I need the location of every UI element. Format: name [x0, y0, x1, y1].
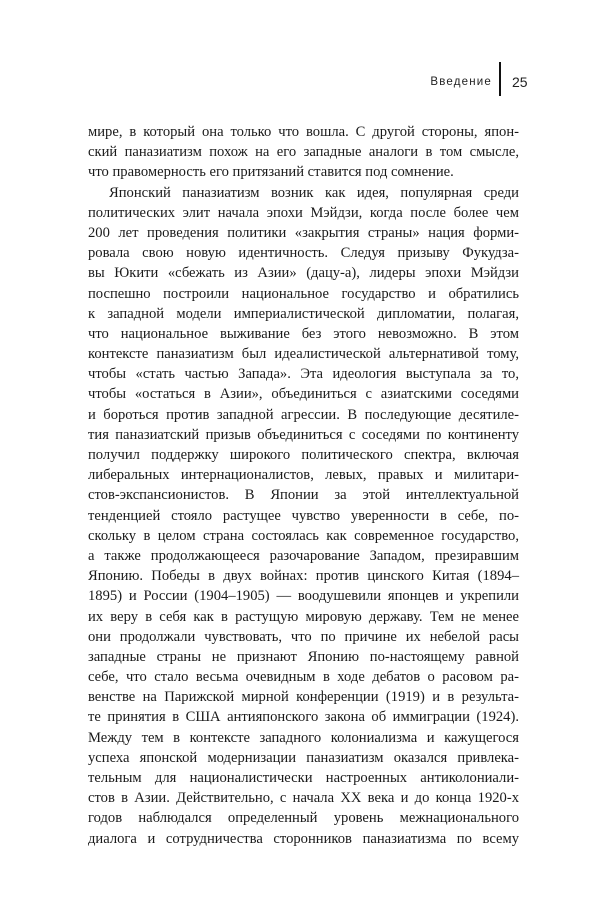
- text-line: политических элит начала эпохи Мэйдзи, когда после более чем: [88, 204, 519, 221]
- text-line: и бороться против западной агрессии. В последующие десятиле-: [88, 406, 519, 423]
- text-line: западные страны не признают Японию по-настоящему равной: [88, 648, 519, 665]
- text-line: 1895) и России (1904–1905) — воодушевили японцев и укрепили: [88, 588, 519, 605]
- page-number: 25: [512, 74, 528, 90]
- text-line: что национальное выживание без этого невозможно. В этом: [88, 325, 519, 342]
- text-line: 200 лет проведения политики «закрытия страны» нация форми-: [88, 224, 519, 241]
- text-line: венстве на Парижской мирной конференции (1919) и в результа-: [88, 689, 519, 706]
- body-text: [88, 122, 519, 849]
- text-line: скольку в целом страна состоялась как современное государство,: [88, 527, 519, 544]
- text-line: вы Юкити «сбежать из Азии» (дацу-а), лидеры эпохи Мэйдзи: [88, 265, 519, 282]
- text-line: себе, что стало весьма очевидным в ходе дебатов о расовом ра-: [88, 669, 519, 686]
- text-line: Между тем в контексте западного колониализма и кажущегося: [88, 729, 519, 746]
- running-head: [400, 62, 530, 96]
- text-line: они продолжали чувствовать, что по причине их небелой расы: [88, 628, 519, 645]
- text-line: получил поддержку широкого политического спектра, включая: [88, 447, 519, 463]
- text-line: мире, в который она только что вошла. С другой стороны, япон-: [88, 124, 519, 140]
- text-line: успеха японской модернизации паназиатизм оказался привлека-: [88, 749, 519, 766]
- section-title: Введение: [430, 76, 492, 88]
- text-line: контексте паназиатизм был идеалистической альтернативой тому,: [88, 346, 519, 363]
- text-line: тия паназиатский призыв объединиться с соседями по континенту: [88, 426, 519, 443]
- text-line: их веру в себя как в растущую мировую державу. Тем не менее: [88, 608, 519, 625]
- text-line: что правомерность его притязаний ставится под сомнение.: [88, 164, 454, 181]
- text-line: тельным для националистически настроенных антиколониали-: [88, 770, 519, 786]
- text-line: тенденцией стояло растущее чувство уверенности в себе, по-: [88, 507, 519, 524]
- text-line: диалога и сотрудничества сторонников паназиатизма по всему: [88, 830, 519, 847]
- header-divider: [499, 62, 501, 96]
- text-line: к западной модели империалистической дипломатии, полагая,: [88, 305, 519, 322]
- text-line: чтобы «остаться в Азии», объединиться с азиатскими соседями: [88, 386, 519, 403]
- text-line: ский паназиатизм похож на его западные аналоги в том смысле,: [88, 144, 519, 161]
- text-line: те принятия в США антияпонского закона об иммиграции (1924).: [88, 709, 519, 726]
- text-line: либеральных интернационалистов, левых, правых и милитари-: [88, 467, 519, 484]
- text-line: годов наблюдался определенный уровень межнационального: [88, 810, 519, 827]
- text-line: Японию. Победы в двух войнах: против цинского Китая (1894–: [88, 568, 519, 585]
- text-line: ровала свою новую идентичность. Следуя призыву Фукудза-: [88, 245, 519, 262]
- text-line: Японский паназиатизм возник как идея, популярная среди: [109, 184, 519, 201]
- text-line: поспешно построили национальное государство и обратились: [88, 285, 519, 302]
- text-line: стов-экспансионистов. В Японии за этой интеллектуальной: [88, 487, 519, 504]
- text-line: а также продолжающееся разочарование Западом, презиравшим: [88, 547, 519, 564]
- text-line: чтобы «стать частью Запада». Эта идеология выступала за то,: [88, 366, 519, 383]
- text-line: стов в Азии. Действительно, с начала XX века и до конца 1920-х: [88, 790, 519, 807]
